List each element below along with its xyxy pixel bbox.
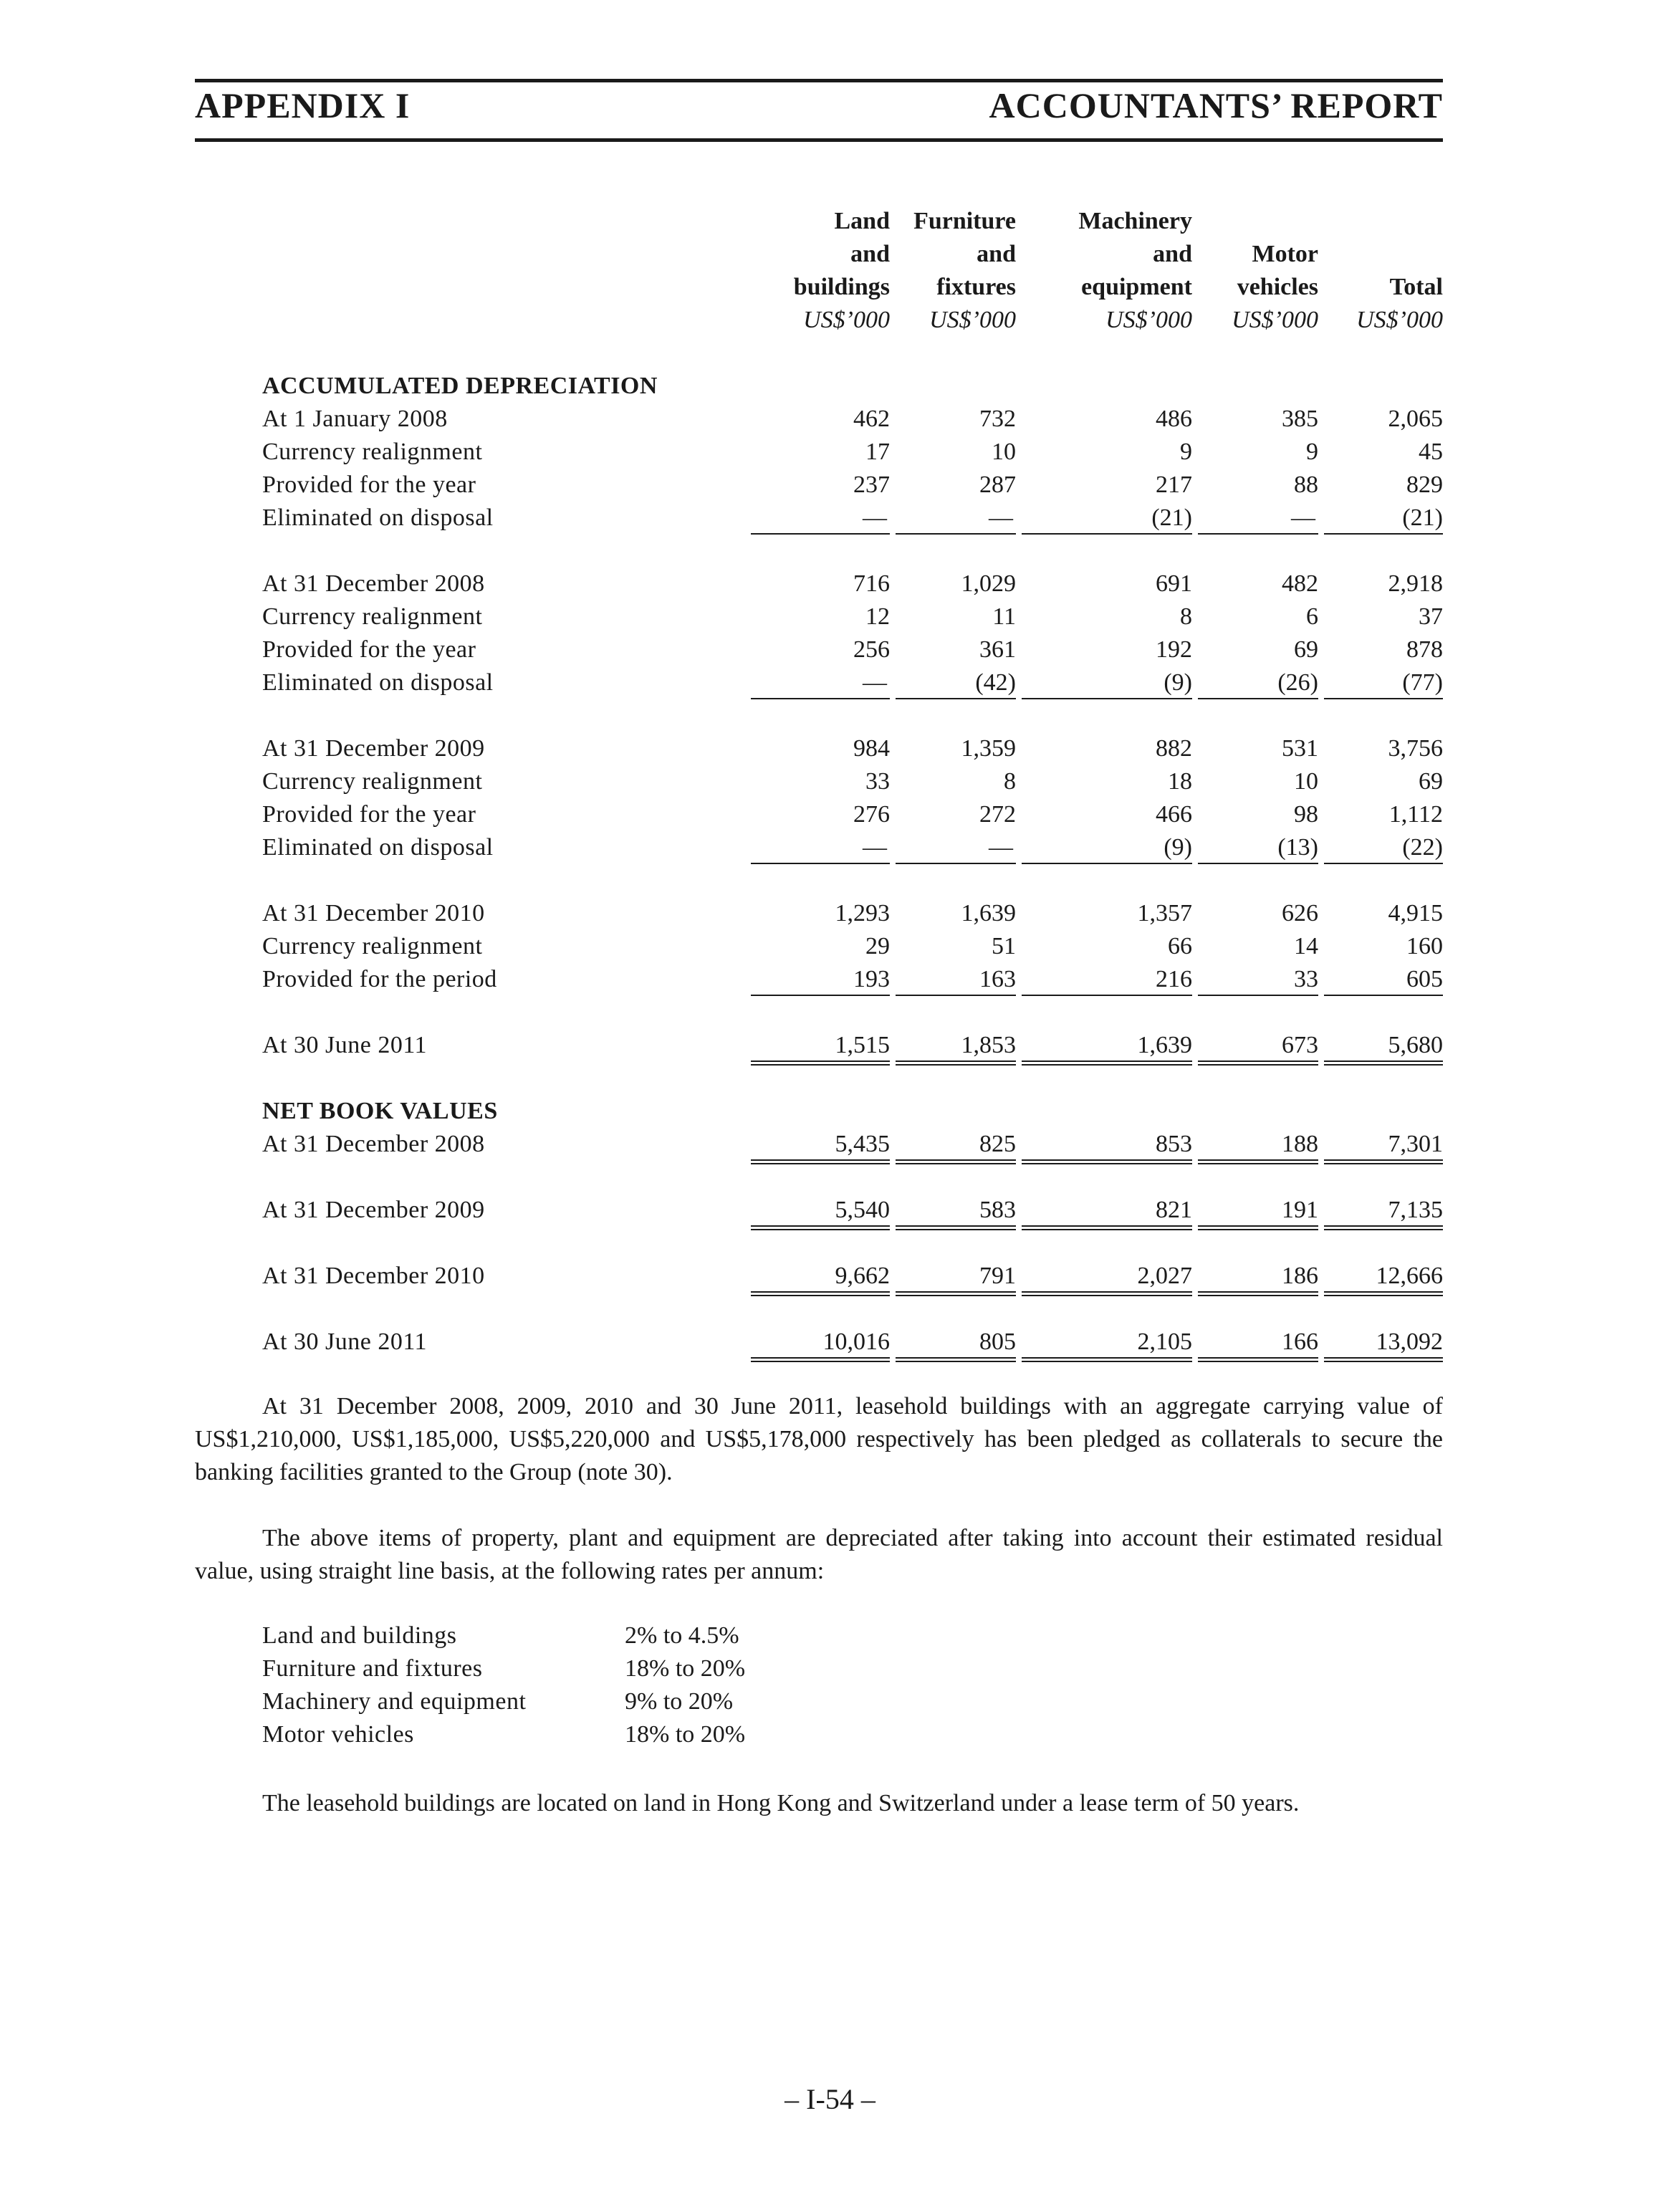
- table-cell: 18: [1168, 768, 1192, 795]
- table-cell: 1,853: [961, 1032, 1016, 1058]
- table-cell: 69: [1294, 636, 1318, 663]
- table-cell: 160: [1406, 933, 1443, 959]
- table-cell: 51: [992, 933, 1016, 959]
- table-cell: 7,301: [1388, 1131, 1443, 1157]
- double-underline: [751, 1291, 890, 1296]
- double-underline: [1198, 1357, 1318, 1362]
- table-cell: —: [863, 669, 887, 696]
- table-cell: 66: [1168, 933, 1192, 959]
- row-label: Provided for the year: [262, 636, 476, 663]
- table-cell: —: [863, 834, 887, 861]
- table-cell: 191: [1282, 1197, 1318, 1223]
- table-cell: 9,662: [835, 1263, 890, 1289]
- single-underline: [1324, 698, 1443, 699]
- column-unit: US$’000: [1232, 307, 1318, 333]
- table-cell: 98: [1294, 801, 1318, 828]
- row-label: Eliminated on disposal: [262, 504, 494, 531]
- table-cell: 882: [1156, 735, 1192, 762]
- table-cell: (21): [1402, 504, 1443, 531]
- table-cell: 626: [1282, 900, 1318, 927]
- single-underline: [751, 995, 890, 996]
- table-cell: 8: [1004, 768, 1016, 795]
- table-cell: 583: [979, 1197, 1016, 1223]
- rate-value: 2% to 4.5%: [625, 1622, 739, 1649]
- table-cell: 878: [1406, 636, 1443, 663]
- double-underline: [896, 1225, 1016, 1230]
- table-cell: 8: [1180, 603, 1192, 630]
- table-cell: 276: [853, 801, 890, 828]
- table-cell: 482: [1282, 570, 1318, 597]
- row-label: Provided for the year: [262, 471, 476, 498]
- row-label: Eliminated on disposal: [262, 834, 494, 861]
- table-cell: 2,105: [1137, 1328, 1192, 1355]
- row-label: Provided for the year: [262, 801, 476, 828]
- double-underline: [1198, 1291, 1318, 1296]
- single-underline: [896, 533, 1016, 535]
- single-underline: [1022, 995, 1192, 996]
- table-cell: 88: [1294, 471, 1318, 498]
- double-underline: [751, 1060, 890, 1066]
- column-header-line: vehicles: [1237, 274, 1318, 300]
- table-cell: 13,092: [1376, 1328, 1443, 1355]
- page-number: – I-54 –: [785, 2083, 875, 2115]
- table-cell: 1,029: [961, 570, 1016, 597]
- double-underline: [1324, 1291, 1443, 1296]
- table-cell: 9: [1306, 439, 1318, 465]
- row-label: Currency realignment: [262, 768, 483, 795]
- table-cell: (77): [1402, 669, 1443, 696]
- row-label: Currency realignment: [262, 603, 483, 630]
- table-cell: 287: [979, 471, 1016, 498]
- double-underline: [1022, 1060, 1192, 1066]
- row-label: At 31 December 2010: [262, 1263, 485, 1289]
- header-bottom-rule: [195, 138, 1443, 142]
- single-underline: [1198, 995, 1318, 996]
- table-cell: (9): [1164, 834, 1192, 861]
- column-header-line: [1257, 238, 1443, 271]
- table-cell: 791: [979, 1263, 1016, 1289]
- single-underline: [751, 698, 890, 699]
- table-cell: 984: [853, 735, 890, 762]
- table-cell: 33: [865, 768, 890, 795]
- table-cell: 186: [1282, 1263, 1318, 1289]
- single-underline: [1198, 863, 1318, 864]
- row-label: At 31 December 2009: [262, 735, 485, 762]
- column-header-line: and: [1153, 241, 1192, 267]
- rate-row: [262, 1718, 745, 1751]
- table-cell: 1,359: [961, 735, 1016, 762]
- rate-asset-label: Land and buildings: [262, 1622, 457, 1649]
- double-underline: [751, 1357, 890, 1362]
- table-cell: 9: [1180, 439, 1192, 465]
- row-label: At 31 December 2008: [262, 570, 485, 597]
- table-cell: (22): [1402, 834, 1443, 861]
- table-cell: 466: [1156, 801, 1192, 828]
- table-cell: 3,756: [1388, 735, 1443, 762]
- single-underline: [896, 863, 1016, 864]
- table-cell: 673: [1282, 1032, 1318, 1058]
- depreciation-policy-paragraph: [195, 1522, 1443, 1588]
- section-heading: NET BOOK VALUES: [262, 1098, 498, 1124]
- table-cell: 10: [1294, 768, 1318, 795]
- row-label: At 31 December 2010: [262, 900, 485, 927]
- single-underline: [1198, 698, 1318, 699]
- row-label: Currency realignment: [262, 933, 483, 959]
- single-underline: [1022, 698, 1192, 699]
- pledge-text: At 31 December 2008, 2009, 2010 and 30 June 2011, leasehold buildings with an aggregate carrying value of US$1,210,000, US$1,185,000, US$5,220,000 and US$5,178,000 respectively has been pledged as collaterals to secure the banking facilities granted to the Group (note 30).: [195, 1393, 1443, 1485]
- table-cell: —: [989, 834, 1013, 861]
- double-underline: [1198, 1159, 1318, 1164]
- pledge-paragraph: [195, 1390, 1443, 1489]
- table-cell: (13): [1277, 834, 1318, 861]
- table-cell: 7,135: [1388, 1197, 1443, 1223]
- table-cell: 33: [1294, 966, 1318, 992]
- table-cell: 5,680: [1388, 1032, 1443, 1058]
- table-cell: (21): [1151, 504, 1192, 531]
- column-header-line: buildings: [793, 274, 890, 300]
- double-underline: [1022, 1291, 1192, 1296]
- table-cell: 11: [992, 603, 1016, 630]
- table-cell: 37: [1419, 603, 1443, 630]
- rate-value: 18% to 20%: [625, 1655, 746, 1682]
- table-cell: 605: [1406, 966, 1443, 992]
- table-cell: 361: [979, 636, 1016, 663]
- single-underline: [1324, 533, 1443, 535]
- table-cell: 29: [865, 933, 890, 959]
- single-underline: [1198, 533, 1318, 535]
- column-unit: US$’000: [929, 307, 1016, 333]
- row-label: At 31 December 2008: [262, 1131, 485, 1157]
- single-underline: [1324, 863, 1443, 864]
- double-underline: [1324, 1225, 1443, 1230]
- table-cell: 805: [979, 1328, 1016, 1355]
- header-top-rule: [195, 79, 1443, 82]
- row-label: At 30 June 2011: [262, 1032, 428, 1058]
- double-underline: [751, 1225, 890, 1230]
- table-cell: 1,639: [1137, 1032, 1192, 1058]
- single-underline: [1324, 995, 1443, 996]
- table-cell: 1,515: [835, 1032, 890, 1058]
- rate-row: [262, 1619, 745, 1652]
- single-underline: [1022, 533, 1192, 535]
- table-cell: 486: [1156, 406, 1192, 432]
- column-headers: [0, 205, 1660, 348]
- column-header-line: equipment: [1081, 274, 1192, 300]
- double-underline: [896, 1357, 1016, 1362]
- table-cell: 12,666: [1376, 1263, 1443, 1289]
- row-label: Eliminated on disposal: [262, 669, 494, 696]
- table-cell: 4,915: [1388, 900, 1443, 927]
- table-cell: 217: [1156, 471, 1192, 498]
- double-underline: [1198, 1225, 1318, 1230]
- table-cell: 69: [1419, 768, 1443, 795]
- table-cell: 1,112: [1388, 801, 1443, 828]
- table-cell: (26): [1277, 669, 1318, 696]
- column-header-line: and: [977, 241, 1016, 267]
- column-header-line: [1257, 205, 1443, 238]
- double-underline: [1198, 1060, 1318, 1066]
- table-cell: 272: [979, 801, 1016, 828]
- table-cell: 1,357: [1137, 900, 1192, 927]
- table-cell: 462: [853, 406, 890, 432]
- table-cell: —: [989, 504, 1013, 531]
- report-title: ACCOUNTANTS’ REPORT: [989, 85, 1443, 125]
- table-cell: 45: [1419, 439, 1443, 465]
- table-cell: 10,016: [822, 1328, 890, 1355]
- table-cell: 853: [1156, 1131, 1192, 1157]
- rate-asset-label: Machinery and equipment: [262, 1688, 527, 1715]
- double-underline: [1324, 1357, 1443, 1362]
- rate-asset-label: Motor vehicles: [262, 1721, 414, 1748]
- table-cell: —: [1291, 504, 1315, 531]
- table-cell: 2,918: [1388, 570, 1443, 597]
- table-cell: 716: [853, 570, 890, 597]
- row-label: At 1 January 2008: [262, 406, 448, 432]
- column-header-line: fixtures: [936, 274, 1016, 300]
- row-label: At 31 December 2009: [262, 1197, 485, 1223]
- column-header: [1257, 205, 1443, 337]
- table-cell: 732: [979, 406, 1016, 432]
- table-cell: 829: [1406, 471, 1443, 498]
- column-unit: US$’000: [803, 307, 890, 333]
- column-unit: US$’000: [1356, 307, 1443, 333]
- column-header-line: Motor: [1252, 241, 1318, 267]
- column-header-line: Furniture: [913, 208, 1016, 234]
- table-cell: 188: [1282, 1131, 1318, 1157]
- table-cell: (9): [1164, 669, 1192, 696]
- column-header-line: and: [850, 241, 890, 267]
- rates-list: [262, 1619, 745, 1751]
- table-cell: 6: [1306, 603, 1318, 630]
- table-cell: —: [863, 504, 887, 531]
- table-cell: 12: [865, 603, 890, 630]
- double-underline: [896, 1291, 1016, 1296]
- lease-note: The leasehold buildings are located on land in Hong Kong and Switzerland under a lease term of 50 years.: [262, 1790, 1300, 1816]
- single-underline: [896, 995, 1016, 996]
- table-cell: 166: [1282, 1328, 1318, 1355]
- rate-row: [262, 1652, 745, 1685]
- table-cell: 5,540: [835, 1197, 890, 1223]
- table-cell: 163: [979, 966, 1016, 992]
- table-cell: 14: [1294, 933, 1318, 959]
- table-cell: 5,435: [835, 1131, 890, 1157]
- section-heading: ACCUMULATED DEPRECIATION: [262, 373, 658, 399]
- row-label: At 30 June 2011: [262, 1328, 428, 1355]
- row-label: Provided for the period: [262, 966, 497, 992]
- table-cell: 17: [865, 439, 890, 465]
- appendix-title: APPENDIX I: [195, 85, 411, 125]
- table-cell: 385: [1282, 406, 1318, 432]
- table-cell: 10: [992, 439, 1016, 465]
- policy-text: The above items of property, plant and equipment are depreciated after taking into account their estimated residual value, using straight line basis, at the following rates per annum:: [195, 1525, 1443, 1584]
- double-underline: [1324, 1060, 1443, 1066]
- double-underline: [1324, 1159, 1443, 1164]
- table-cell: 193: [853, 966, 890, 992]
- double-underline: [751, 1159, 890, 1164]
- table-cell: 1,639: [961, 900, 1016, 927]
- table-cell: 2,027: [1137, 1263, 1192, 1289]
- column-header: [830, 205, 1016, 337]
- column-header-line: Machinery: [1078, 208, 1192, 234]
- double-underline: [896, 1060, 1016, 1066]
- table-cell: 1,293: [835, 900, 890, 927]
- single-underline: [751, 533, 890, 535]
- table-cell: 2,065: [1388, 406, 1443, 432]
- rate-value: 18% to 20%: [625, 1721, 746, 1748]
- single-underline: [1022, 863, 1192, 864]
- double-underline: [1022, 1225, 1192, 1230]
- rate-value: 9% to 20%: [625, 1688, 734, 1715]
- table-cell: 691: [1156, 570, 1192, 597]
- table-cell: 216: [1156, 966, 1192, 992]
- table-cell: (42): [975, 669, 1016, 696]
- row-label: Currency realignment: [262, 439, 483, 465]
- double-underline: [1022, 1357, 1192, 1362]
- rate-asset-label: Furniture and fixtures: [262, 1655, 483, 1682]
- table-cell: 192: [1156, 636, 1192, 663]
- table-cell: 531: [1282, 735, 1318, 762]
- double-underline: [896, 1159, 1016, 1164]
- double-underline: [1022, 1159, 1192, 1164]
- table-cell: 237: [853, 471, 890, 498]
- column-unit: US$’000: [1105, 307, 1192, 333]
- column-header-line: Land: [834, 208, 890, 234]
- table-cell: 256: [853, 636, 890, 663]
- rate-row: [262, 1685, 745, 1718]
- table-cell: 825: [979, 1131, 1016, 1157]
- table-cell: 821: [1156, 1197, 1192, 1223]
- single-underline: [751, 863, 890, 864]
- column-header-line: Total: [1389, 274, 1443, 300]
- single-underline: [896, 698, 1016, 699]
